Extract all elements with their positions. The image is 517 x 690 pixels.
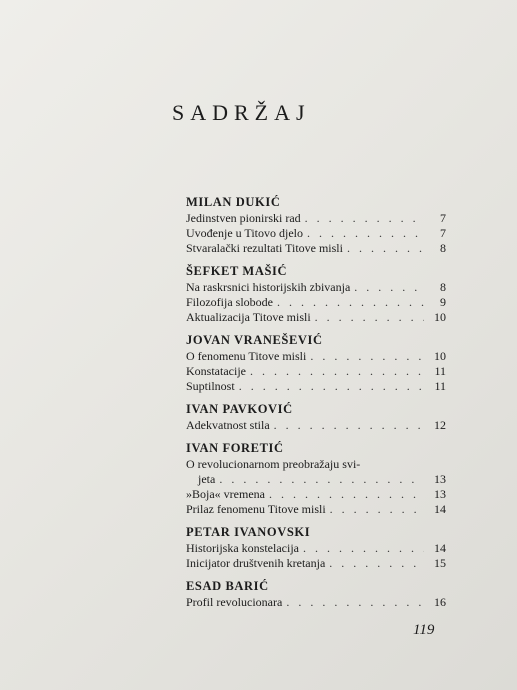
leader-dots	[310, 349, 424, 364]
toc-entry	[186, 295, 446, 310]
author-heading: ŠEFKET MAŠIĆ	[186, 264, 288, 278]
leader-dots	[219, 472, 424, 487]
toc-section	[186, 401, 446, 433]
leader-dots	[347, 241, 424, 256]
entry-page: 8	[440, 241, 446, 255]
author-heading: MILAN DUKIĆ	[186, 195, 281, 209]
page-number: 119	[413, 622, 435, 638]
toc-section	[186, 524, 446, 571]
toc-section	[186, 578, 446, 610]
entry-title: Adekvatnost stila	[186, 418, 270, 432]
author-heading: PETAR IVANOVSKI	[186, 525, 311, 539]
entry-page: 12	[434, 418, 446, 432]
toc-entry	[186, 241, 446, 256]
author-heading: IVAN FORETIĆ	[186, 441, 284, 455]
toc-entry	[186, 556, 446, 571]
toc-entry	[186, 487, 446, 502]
entry-title: Uvođenje u Titovo djelo	[186, 226, 304, 240]
entry-page: 15	[434, 556, 446, 570]
entry-title: O fenomenu Titove misli	[186, 349, 307, 363]
toc-entry	[186, 379, 446, 394]
leader-dots	[303, 541, 424, 556]
toc-entry	[186, 310, 446, 325]
leader-dots	[239, 379, 424, 394]
entry-title: Aktualizacija Titove misli	[186, 310, 311, 324]
entry-page: 9	[440, 295, 446, 309]
entry-title: Historijska konstelacija	[186, 541, 299, 555]
entry-title-line2: jeta	[198, 472, 216, 486]
toc-section	[186, 440, 446, 517]
entry-page: 11	[434, 364, 446, 378]
entry-title: Stvaralački rezultati Titove misli	[186, 241, 343, 255]
entry-title: Inicijator društvenih kretanja	[186, 556, 326, 570]
leader-dots	[354, 280, 424, 295]
entry-page: 11	[434, 379, 446, 393]
entry-title: Filozofija slobode	[186, 295, 273, 309]
leader-dots	[250, 364, 424, 379]
page-title: SADRŽAJ	[172, 100, 311, 125]
toc-entry	[186, 211, 446, 226]
leader-dots	[277, 295, 424, 310]
leader-dots	[269, 487, 424, 502]
author-heading: JOVAN VRANEŠEVIĆ	[186, 333, 323, 347]
entry-page: 16	[434, 595, 446, 609]
toc-entry	[186, 595, 446, 610]
toc-entry	[186, 226, 446, 241]
entry-title: Konstatacije	[186, 364, 246, 378]
toc-entry	[186, 364, 446, 379]
toc-entry	[186, 349, 446, 364]
entry-page: 14	[434, 541, 446, 555]
entry-page: 7	[440, 226, 446, 240]
leader-dots	[274, 418, 424, 433]
author-heading: ESAD BARIĆ	[186, 579, 269, 593]
toc-section	[186, 332, 446, 394]
entry-page: 8	[440, 280, 446, 294]
leader-dots	[286, 595, 424, 610]
entry-title: »Boja« vremena	[186, 487, 265, 501]
toc-section	[186, 263, 446, 325]
author-heading: IVAN PAVKOVIĆ	[186, 402, 293, 416]
leader-dots	[330, 502, 424, 517]
toc-section	[186, 194, 446, 256]
toc-entry	[186, 541, 446, 556]
toc-entry	[186, 457, 446, 487]
entry-page: 14	[434, 502, 446, 516]
entry-title: Jedinstven pionirski rad	[186, 211, 301, 225]
toc-entry	[186, 418, 446, 433]
leader-dots	[315, 310, 424, 325]
toc-entry	[186, 502, 446, 517]
entry-title: Na raskrsnici historijskih zbivanja	[186, 280, 351, 294]
toc-entry	[186, 280, 446, 295]
entry-title: Suptilnost	[186, 379, 235, 393]
leader-dots	[329, 556, 424, 571]
entry-title: Prilaz fenomenu Titove misli	[186, 502, 326, 516]
entry-title-line1: O revolucionarnom preobražaju svi-	[186, 457, 361, 471]
leader-dots	[307, 226, 424, 241]
entry-page: 13	[434, 487, 446, 501]
entry-page: 10	[434, 349, 446, 363]
table-of-contents	[186, 194, 446, 617]
entry-title-continuation	[186, 472, 446, 487]
entry-title: Profil revolucionara	[186, 595, 283, 609]
entry-page: 7	[440, 211, 446, 225]
entry-page: 10	[434, 310, 446, 324]
entry-page: 13	[434, 472, 446, 486]
leader-dots	[305, 211, 424, 226]
